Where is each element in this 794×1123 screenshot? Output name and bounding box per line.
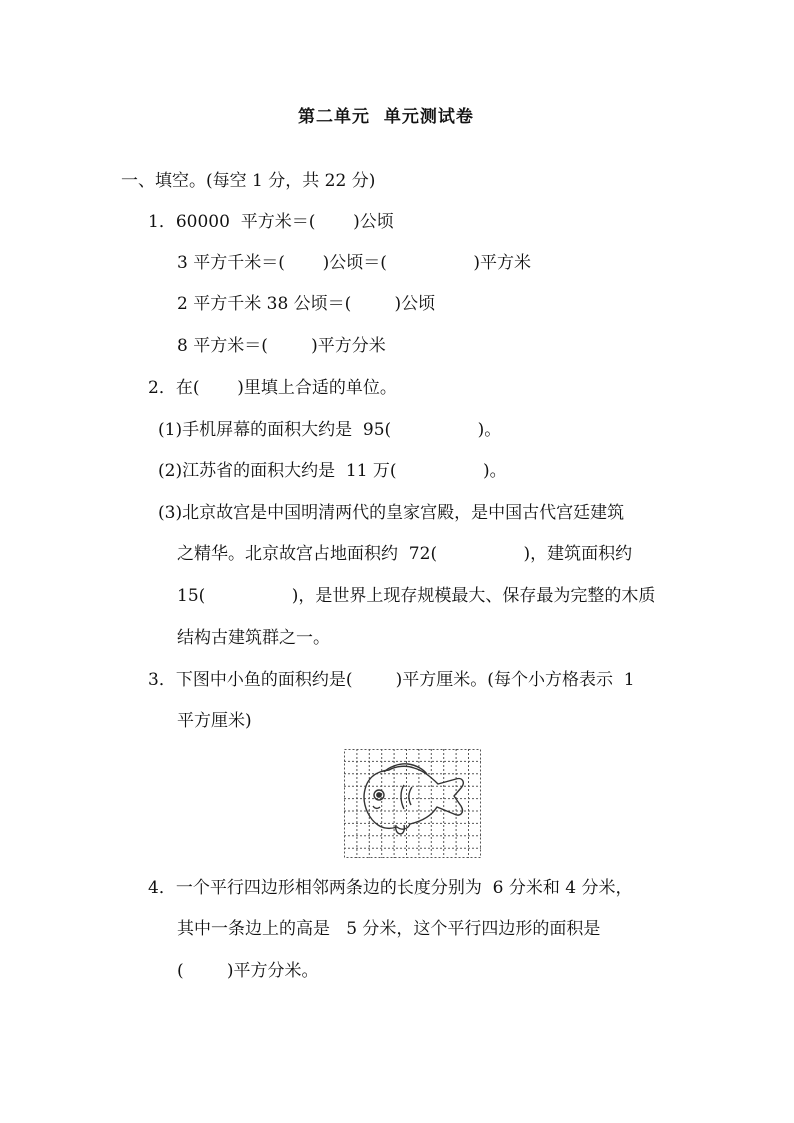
q4-line1: 4．一个平行四边形相邻两条边的长度分别为 6 分米和 4 分米， — [148, 878, 633, 898]
q4-line3: ( )平方分米。 — [177, 961, 319, 981]
q2-sub1: (1)手机屏幕的面积大约是 95( )。 — [158, 420, 502, 440]
q2-stem: 2．在( )里填上合适的单位。 — [148, 378, 397, 398]
q2-sub3-line1: (3)北京故宫是中国明清两代的皇家宫殿，是中国古代宫廷建筑 — [158, 503, 625, 523]
q4-line2: 其中一条边上的高是 5 分米，这个平行四边形的面积是 — [177, 919, 601, 939]
q3-line2: 平方厘米) — [177, 711, 252, 731]
q1-line2: 3 平方千米＝( )公顷＝( )平方米 — [177, 253, 532, 273]
q1-line4: 8 平方米＝( )平方分米 — [177, 336, 386, 356]
fish-grid-figure — [344, 749, 481, 858]
page-title: 第二单元 单元测试卷 — [298, 107, 474, 127]
q2-sub3-line2: 之精华。北京故宫占地面积约 72( )，建筑面积约 — [177, 544, 633, 564]
q2-sub2: (2)江苏省的面积大约是 11 万( )。 — [158, 461, 507, 481]
q1-line1: 1．60000 平方米＝( )公顷 — [148, 212, 394, 232]
section-heading: 一、填空。(每空 1 分，共 22 分) — [121, 171, 376, 191]
q2-sub3-line3: 15( )，是世界上现存规模最大、保存最为完整的木质 — [177, 586, 656, 606]
q1-line3: 2 平方千米 38 公顷＝( )公顷 — [177, 294, 436, 314]
q2-sub3-line4: 结构古建筑群之一。 — [177, 628, 330, 648]
q3-line1: 3．下图中小鱼的面积约是( )平方厘米。(每个小方格表示 1 — [148, 670, 635, 690]
